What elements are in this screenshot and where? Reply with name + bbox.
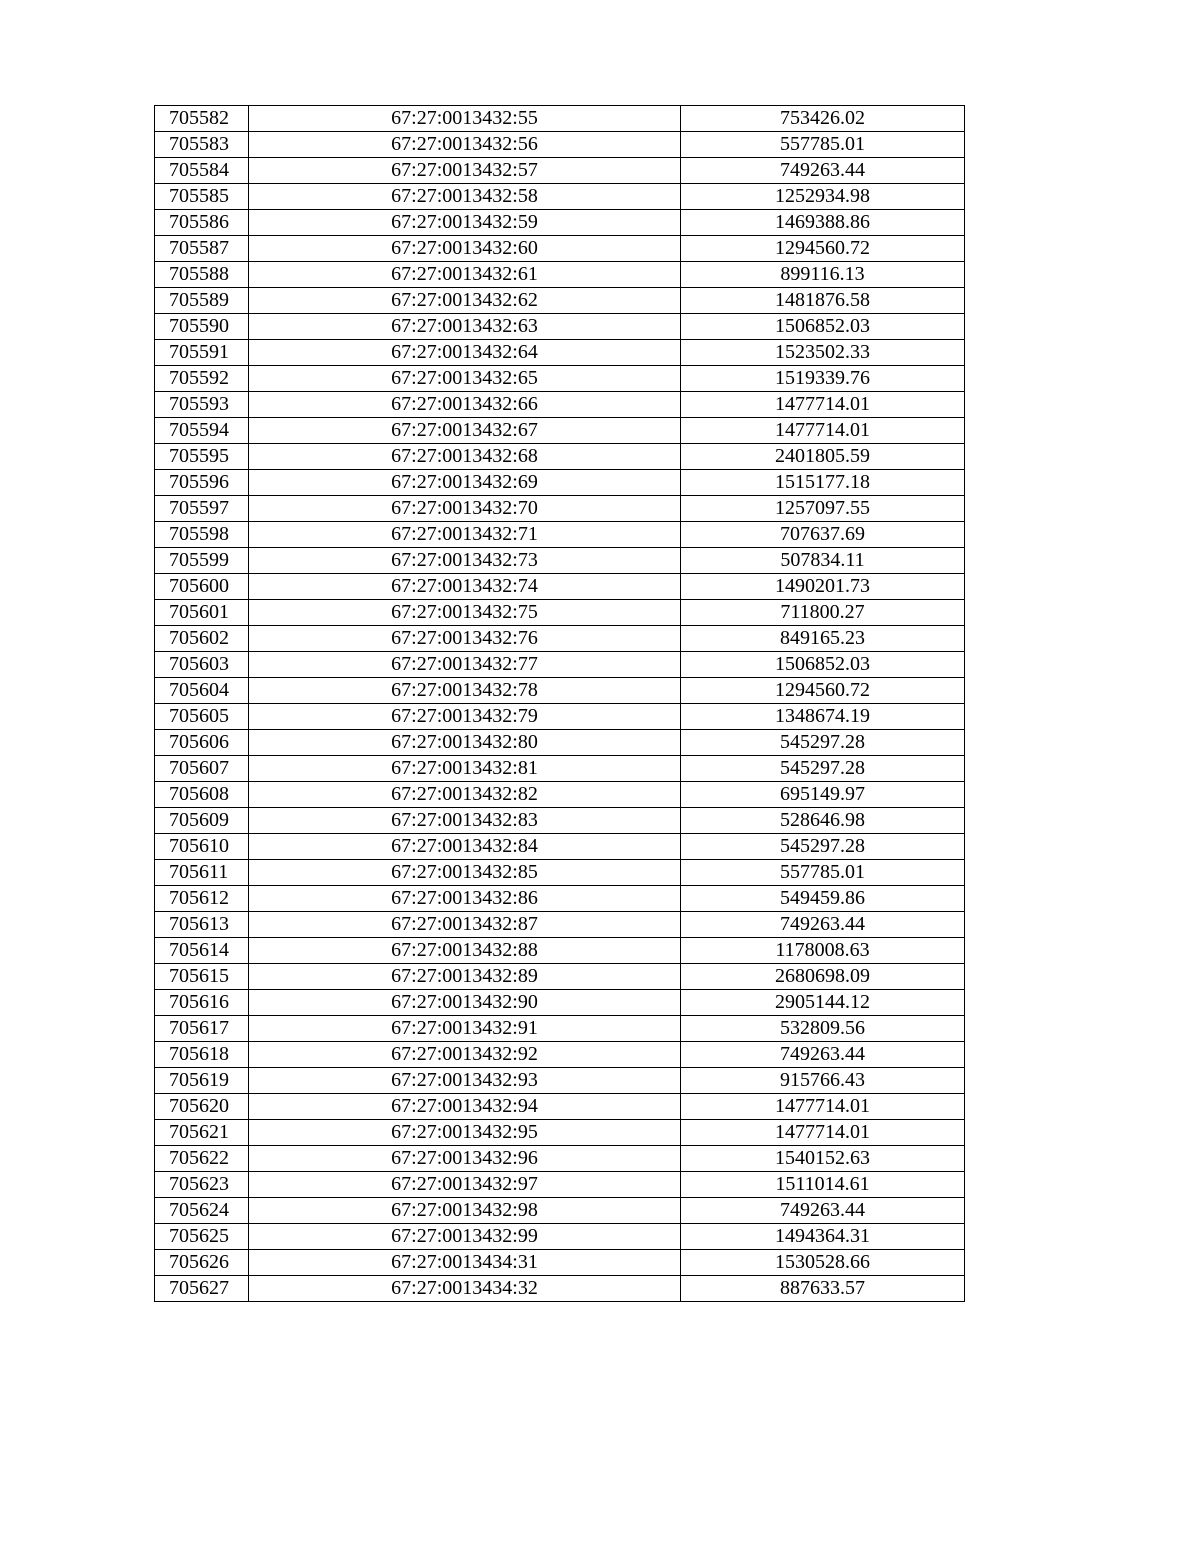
cadastral-value-cell: 1530528.66	[681, 1250, 965, 1276]
row-number-cell: 705602	[155, 626, 249, 652]
table-row	[155, 756, 965, 782]
table-row	[155, 1172, 965, 1198]
cadastral-number-cell: 67:27:0013432:57	[249, 158, 681, 184]
cadastral-value-cell: 1477714.01	[681, 392, 965, 418]
cadastral-number-cell: 67:27:0013432:87	[249, 912, 681, 938]
cadastral-number-cell: 67:27:0013432:73	[249, 548, 681, 574]
cadastral-number-cell: 67:27:0013432:78	[249, 678, 681, 704]
cadastral-number-cell: 67:27:0013432:84	[249, 834, 681, 860]
cadastral-value-cell: 2680698.09	[681, 964, 965, 990]
table-row	[155, 704, 965, 730]
table-row	[155, 782, 965, 808]
cadastral-value-cell: 849165.23	[681, 626, 965, 652]
cadastral-number-cell: 67:27:0013432:79	[249, 704, 681, 730]
row-number-cell: 705594	[155, 418, 249, 444]
cadastral-value-cell: 749263.44	[681, 1042, 965, 1068]
cadastral-value-cell: 1490201.73	[681, 574, 965, 600]
table-row	[155, 886, 965, 912]
cadastral-value-cell: 1540152.63	[681, 1146, 965, 1172]
row-number-cell: 705586	[155, 210, 249, 236]
table-row	[155, 574, 965, 600]
table-row	[155, 1068, 965, 1094]
row-number-cell: 705620	[155, 1094, 249, 1120]
row-number-cell: 705584	[155, 158, 249, 184]
row-number-cell: 705589	[155, 288, 249, 314]
table-row	[155, 496, 965, 522]
table-row	[155, 366, 965, 392]
table-row	[155, 1276, 965, 1302]
cadastral-number-cell: 67:27:0013432:82	[249, 782, 681, 808]
row-number-cell: 705585	[155, 184, 249, 210]
cadastral-value-cell: 1178008.63	[681, 938, 965, 964]
cadastral-value-cell: 1252934.98	[681, 184, 965, 210]
cadastral-number-cell: 67:27:0013432:77	[249, 652, 681, 678]
cadastral-number-cell: 67:27:0013434:32	[249, 1276, 681, 1302]
table-row	[155, 470, 965, 496]
row-number-cell: 705604	[155, 678, 249, 704]
table-row	[155, 730, 965, 756]
cadastre-value-table	[154, 105, 965, 1302]
cadastral-number-cell: 67:27:0013432:66	[249, 392, 681, 418]
cadastral-value-cell: 1477714.01	[681, 418, 965, 444]
cadastral-number-cell: 67:27:0013432:58	[249, 184, 681, 210]
cadastral-value-cell: 545297.28	[681, 730, 965, 756]
table-row	[155, 1094, 965, 1120]
row-number-cell: 705587	[155, 236, 249, 262]
cadastral-value-cell: 557785.01	[681, 132, 965, 158]
cadastral-value-cell: 2905144.12	[681, 990, 965, 1016]
cadastral-value-cell: 1477714.01	[681, 1120, 965, 1146]
table-row	[155, 158, 965, 184]
row-number-cell: 705600	[155, 574, 249, 600]
cadastral-value-cell: 549459.86	[681, 886, 965, 912]
cadastral-value-cell: 507834.11	[681, 548, 965, 574]
row-number-cell: 705598	[155, 522, 249, 548]
cadastral-value-cell: 1506852.03	[681, 652, 965, 678]
cadastral-value-cell: 557785.01	[681, 860, 965, 886]
cadastral-number-cell: 67:27:0013432:94	[249, 1094, 681, 1120]
cadastral-value-cell: 528646.98	[681, 808, 965, 834]
table-row	[155, 626, 965, 652]
cadastral-value-cell: 749263.44	[681, 158, 965, 184]
table-row	[155, 106, 965, 132]
cadastral-value-cell: 532809.56	[681, 1016, 965, 1042]
table-row	[155, 288, 965, 314]
cadastral-number-cell: 67:27:0013432:56	[249, 132, 681, 158]
row-number-cell: 705613	[155, 912, 249, 938]
table-body	[155, 106, 965, 1302]
row-number-cell: 705599	[155, 548, 249, 574]
table-row	[155, 1042, 965, 1068]
cadastral-number-cell: 67:27:0013432:67	[249, 418, 681, 444]
cadastral-number-cell: 67:27:0013432:71	[249, 522, 681, 548]
cadastral-value-cell: 1477714.01	[681, 1094, 965, 1120]
cadastral-number-cell: 67:27:0013432:96	[249, 1146, 681, 1172]
row-number-cell: 705583	[155, 132, 249, 158]
table-row	[155, 210, 965, 236]
cadastral-value-cell: 1506852.03	[681, 314, 965, 340]
cadastral-number-cell: 67:27:0013432:98	[249, 1198, 681, 1224]
cadastral-number-cell: 67:27:0013432:99	[249, 1224, 681, 1250]
table-row	[155, 184, 965, 210]
cadastral-number-cell: 67:27:0013432:65	[249, 366, 681, 392]
row-number-cell: 705619	[155, 1068, 249, 1094]
table-row	[155, 990, 965, 1016]
table-row	[155, 834, 965, 860]
cadastral-value-cell: 711800.27	[681, 600, 965, 626]
cadastral-number-cell: 67:27:0013432:75	[249, 600, 681, 626]
row-number-cell: 705621	[155, 1120, 249, 1146]
row-number-cell: 705609	[155, 808, 249, 834]
cadastral-value-cell: 707637.69	[681, 522, 965, 548]
row-number-cell: 705603	[155, 652, 249, 678]
cadastral-number-cell: 67:27:0013432:97	[249, 1172, 681, 1198]
cadastral-number-cell: 67:27:0013432:55	[249, 106, 681, 132]
table-row	[155, 262, 965, 288]
cadastral-number-cell: 67:27:0013432:92	[249, 1042, 681, 1068]
cadastral-value-cell: 1523502.33	[681, 340, 965, 366]
cadastral-value-cell: 545297.28	[681, 834, 965, 860]
row-number-cell: 705623	[155, 1172, 249, 1198]
cadastral-number-cell: 67:27:0013432:95	[249, 1120, 681, 1146]
cadastral-value-cell: 915766.43	[681, 1068, 965, 1094]
table-row	[155, 1120, 965, 1146]
row-number-cell: 705617	[155, 1016, 249, 1042]
cadastral-value-cell: 1257097.55	[681, 496, 965, 522]
table-row	[155, 600, 965, 626]
cadastral-value-cell: 1515177.18	[681, 470, 965, 496]
cadastral-value-cell: 1294560.72	[681, 236, 965, 262]
table-row	[155, 340, 965, 366]
table-row	[155, 444, 965, 470]
cadastral-value-cell: 1519339.76	[681, 366, 965, 392]
row-number-cell: 705626	[155, 1250, 249, 1276]
cadastral-number-cell: 67:27:0013432:68	[249, 444, 681, 470]
table-row	[155, 1250, 965, 1276]
row-number-cell: 705611	[155, 860, 249, 886]
cadastral-value-cell: 1348674.19	[681, 704, 965, 730]
cadastral-value-cell: 753426.02	[681, 106, 965, 132]
cadastral-value-cell: 2401805.59	[681, 444, 965, 470]
table-row	[155, 522, 965, 548]
table-row	[155, 1198, 965, 1224]
cadastral-value-cell: 749263.44	[681, 1198, 965, 1224]
row-number-cell: 705610	[155, 834, 249, 860]
row-number-cell: 705595	[155, 444, 249, 470]
cadastral-value-cell: 1481876.58	[681, 288, 965, 314]
cadastral-number-cell: 67:27:0013432:80	[249, 730, 681, 756]
cadastral-number-cell: 67:27:0013432:93	[249, 1068, 681, 1094]
cadastral-value-cell: 749263.44	[681, 912, 965, 938]
cadastral-number-cell: 67:27:0013432:63	[249, 314, 681, 340]
row-number-cell: 705627	[155, 1276, 249, 1302]
table-row	[155, 132, 965, 158]
table-row	[155, 1016, 965, 1042]
cadastral-number-cell: 67:27:0013432:86	[249, 886, 681, 912]
cadastral-number-cell: 67:27:0013432:69	[249, 470, 681, 496]
row-number-cell: 705615	[155, 964, 249, 990]
row-number-cell: 705625	[155, 1224, 249, 1250]
cadastral-number-cell: 67:27:0013432:90	[249, 990, 681, 1016]
cadastral-number-cell: 67:27:0013432:59	[249, 210, 681, 236]
cadastral-number-cell: 67:27:0013432:88	[249, 938, 681, 964]
table-row	[155, 964, 965, 990]
row-number-cell: 705612	[155, 886, 249, 912]
table-row	[155, 314, 965, 340]
row-number-cell: 705614	[155, 938, 249, 964]
row-number-cell: 705596	[155, 470, 249, 496]
row-number-cell: 705624	[155, 1198, 249, 1224]
cadastral-value-cell: 695149.97	[681, 782, 965, 808]
cadastral-number-cell: 67:27:0013432:81	[249, 756, 681, 782]
cadastral-value-cell: 887633.57	[681, 1276, 965, 1302]
row-number-cell: 705616	[155, 990, 249, 1016]
row-number-cell: 705605	[155, 704, 249, 730]
row-number-cell: 705588	[155, 262, 249, 288]
row-number-cell: 705607	[155, 756, 249, 782]
row-number-cell: 705597	[155, 496, 249, 522]
row-number-cell: 705622	[155, 1146, 249, 1172]
row-number-cell: 705582	[155, 106, 249, 132]
cadastral-value-cell: 545297.28	[681, 756, 965, 782]
table-row	[155, 418, 965, 444]
row-number-cell: 705590	[155, 314, 249, 340]
cadastral-number-cell: 67:27:0013434:31	[249, 1250, 681, 1276]
cadastral-value-cell: 899116.13	[681, 262, 965, 288]
cadastral-value-cell: 1511014.61	[681, 1172, 965, 1198]
row-number-cell: 705593	[155, 392, 249, 418]
table-row	[155, 912, 965, 938]
cadastral-number-cell: 67:27:0013432:64	[249, 340, 681, 366]
table-row	[155, 938, 965, 964]
cadastral-number-cell: 67:27:0013432:60	[249, 236, 681, 262]
cadastral-number-cell: 67:27:0013432:70	[249, 496, 681, 522]
cadastral-number-cell: 67:27:0013432:61	[249, 262, 681, 288]
row-number-cell: 705608	[155, 782, 249, 808]
table-row	[155, 860, 965, 886]
table-row	[155, 236, 965, 262]
cadastral-number-cell: 67:27:0013432:89	[249, 964, 681, 990]
row-number-cell: 705592	[155, 366, 249, 392]
row-number-cell: 705618	[155, 1042, 249, 1068]
cadastral-number-cell: 67:27:0013432:76	[249, 626, 681, 652]
table-row	[155, 678, 965, 704]
cadastral-value-cell: 1294560.72	[681, 678, 965, 704]
cadastral-value-cell: 1469388.86	[681, 210, 965, 236]
table-row	[155, 652, 965, 678]
row-number-cell: 705606	[155, 730, 249, 756]
table-row	[155, 548, 965, 574]
cadastral-number-cell: 67:27:0013432:91	[249, 1016, 681, 1042]
cadastral-number-cell: 67:27:0013432:74	[249, 574, 681, 600]
table-row	[155, 392, 965, 418]
cadastral-number-cell: 67:27:0013432:85	[249, 860, 681, 886]
table-row	[155, 808, 965, 834]
table-row	[155, 1224, 965, 1250]
cadastral-number-cell: 67:27:0013432:62	[249, 288, 681, 314]
row-number-cell: 705601	[155, 600, 249, 626]
cadastral-value-cell: 1494364.31	[681, 1224, 965, 1250]
table-row	[155, 1146, 965, 1172]
cadastral-number-cell: 67:27:0013432:83	[249, 808, 681, 834]
row-number-cell: 705591	[155, 340, 249, 366]
